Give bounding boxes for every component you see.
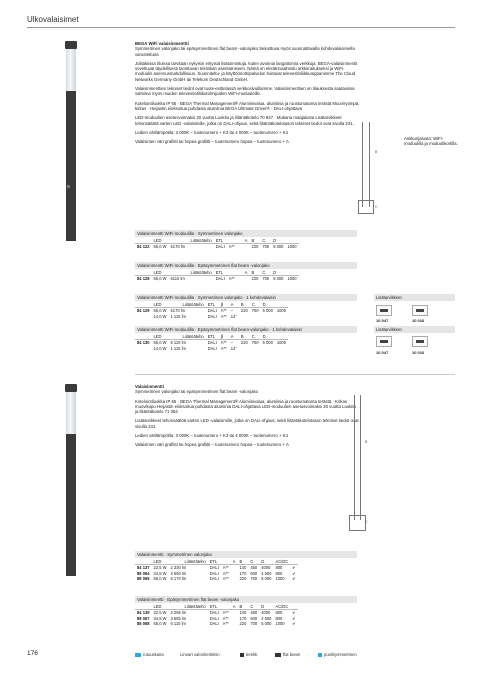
table-4-title: Valaisinmentti WiFi-moduulilla · Epäsymmetrinen flat beam-valonjako · 1 kohdevalaisin: [135, 326, 357, 333]
product-1-para2: Valaisinmenttien tekniset tiedot ovat tuote-esittelassä verkkosivuillamme. Valaisinmenttien on tilauksesta saatavissa valmiina myös muiden televestintiliikutoimijoiden WiFi-moduuleille.: [135, 86, 355, 97]
product-1-para3: Kotelointiluokka IP 65 · BEGA Thermal Management® Alumiinivalua, alumiinia ja ruostumatonta terästä Muoviryömpä, kirkas · Heijastin eloksoitua puhdasta alumiinia BEGA Ultimate Driver® · DALI-ohjattava: [135, 100, 360, 111]
spec-table-1: LED Liitäntäteho ETL A B C D 84 122 55,0 W 6170 lm DALI A** 220 700 5 000 1000: [137, 238, 297, 250]
table-2-title: Valaisinmentti WiFi-moduulilla · Epäsymmetrinen flat beam -valonjako: [135, 262, 357, 269]
accessory-icon: [376, 305, 392, 316]
drawing-caption: Ankkurijalusta: WiFi-moduulilla ja moduulikortilla.: [404, 136, 458, 147]
table-3-title: Valaisinmentti WiFi-moduulilla · Symmetrinen valonjako · 1 kohdevalaisin: [135, 294, 357, 301]
table-row: 88 068 55,0 W 6 110 lm DALI A** 220 700 5 000 1000 ✔: [137, 621, 296, 627]
page-number: 176: [27, 650, 38, 657]
table-row: 88 067 34,8 W 3 565 lm DALI A** 170 600 4 500 800 ✔: [137, 615, 296, 621]
page-title: Ulkovalaisimet: [27, 15, 79, 24]
product-2-para3: Ledien värilämpötila: 3 000K – tuotenumero + K3 tai 4 000K – tuotenumero + K4: [135, 433, 288, 439]
spec-table-5: LED Liitäntäteho ETL A B C D AC/DC 84 137 22,5 W 2 330 lm DALI A** 140 450 4000 800 ✔ 88 064 34,8 W 3 560 lm DALI A** 170 600 4 500 800 ✔ 88 065 55,0 W 6 170 lm DALI A** 220 700 5 000 1000 ✔: [137, 559, 296, 582]
product-1-description: [135, 41, 360, 148]
accessory-number: 10 016: [412, 318, 425, 323]
spec-table-4: LED Liitäntäteho ETL β A B C D 84 130 55,0 W 6 110 lm DALI A** – 220 700 5 000 1000 14,0 W 1 115 lm DALI A** 14°: [137, 334, 286, 351]
footer-legend-4: flat beam: [275, 652, 300, 657]
accessories-label-4: Lisätarvikkeet: [374, 326, 455, 333]
table-row: 14,0 W 1 115 lm DALI A** 14°: [153, 313, 237, 319]
product-2-para2: Lisätarvikkeet tehonsäätöä varten LED -valaisimille, jotka on DALI-ohjaus, sekä liitäntäkotelotason tekniset tiedot ovat sivulla 231.: [135, 418, 359, 429]
table-row: 84 128 55,0 W 6110 lm DALI A** 220 700 5 000 1000: [137, 276, 297, 282]
accessory-icon: [412, 305, 428, 316]
spec-table-6: LED Liitäntäteho ETL A B C D AC/DC 84 139 22,5 W 2 255 lm DALI A** 140 450 4000 800 ✔ 88 067 34,8 W 3 565 lm DALI A** 170 600 4 500 800 ✔ 88 068 55,0 W 6 110 lm DALI A** 220 700 5 000 1000 ✔: [137, 604, 296, 627]
accessory-icon: [412, 336, 428, 347]
footer-legend-5: puolisymmetrinen: [318, 652, 357, 657]
table-5-title: Valaisinmentti · Symmetrinen valonjako: [135, 551, 357, 558]
accessory-number: 10 047: [376, 350, 389, 355]
table-1-title: Valaisinmentti WiFi-moduulilla · Symmetrinen valonjako: [135, 230, 357, 237]
table-row: 88 065 55,0 W 6 170 lm DALI A** 220 700 5 000 1000 ✔: [137, 576, 296, 582]
header-divider: [27, 27, 455, 28]
product-2-intro: Symmetrinen valonjako tai epäsymmetrinen flat beam -valonjako: [135, 389, 258, 395]
product-1-para6: Valaisimen väri grafiitti tai hopea grafiitti – tuotenumero hopea – tuotenumero + A: [135, 139, 289, 145]
table-row: 84 122 55,0 W 6170 lm DALI A** 220 700 5 000 1000: [137, 244, 297, 250]
legend-swatch-icon: [240, 653, 244, 657]
product-1-para4: LED-moduulien asetusvoimaksi 20 vuotta Luokitu ja liitäntäkotelo 70 847 · Mukana maajalusta Lisätarvikkeet tehonsäätöä varten LED -valaisimille, jotka on DALI-ohjaus, sekä liitäntäkotelotason tekniset tiedot ovat sivulla 231.: [135, 115, 354, 126]
accessories-label-3: Lisätarvikkeet: [374, 294, 455, 301]
section-divider: [135, 374, 455, 375]
table-row: 14,0 W 1 115 lm DALI A** 14°: [153, 345, 237, 351]
product-1-para1: Joiltakiissa tiloissa tarvitaan nykyisin erityisiä lisätoimintoja, kuten avoimia langattomia verkkoja. BEGA-valaisinmentit soveltuvat täydellisesti tarvittavan tekniikan asentamiseen. Nämä on ekstärinvalmistu arkkirraitukseksi ja WiFi-moduulin asennusmahdollisuus. Suunniteltu- ja käyttöönottopalvelun hoitavat televestinliikkumppanimme The Cloud Networks Germany GmbH tai Telekom Deutschland GmbH.: [135, 60, 358, 82]
table-row: 84 129 55,0 W 6170 lm DALI A** – 220 700 5 000 1000: [137, 308, 286, 314]
product-1-heading: BEGA WiFi valaisinmenttti: [135, 41, 189, 46]
product-2-para4: Valaisimen väri grafiitti tai hopea grafiitti – tuotenumero hopea – tuotenumero + A: [135, 442, 289, 448]
product-1-intro: Symmetrinen valonjako tai epäsymmetrinen flat beam -valonjako Sekoittuva myös suunnattavalla kohdevalaisimella varustettuna: [135, 46, 355, 57]
table-row: 84 139 22,5 W 2 255 lm DALI A** 140 450 4000 800 ✔: [137, 610, 296, 616]
legend-swatch-icon: [318, 653, 322, 657]
table-row: 88 064 34,8 W 3 560 lm DALI A** 170 600 4 500 800 ✔: [137, 570, 296, 576]
legend-swatch-icon: [275, 653, 281, 657]
accessory-number: 10 047: [376, 318, 389, 323]
table-row: 84 137 22,5 W 2 330 lm DALI A** 140 450 4000 800 ✔: [137, 565, 296, 571]
spec-table-2: LED Liitäntäteho ETL A B C D 84 128 55,0 W 6110 lm DALI A** 220 700 5 000 1000: [137, 270, 297, 282]
legend-swatch-icon: [135, 653, 141, 657]
footer-legend-3: terekk: [240, 652, 257, 657]
footer-legend-1: rutuuskaira: [135, 652, 164, 657]
table-6-title: Valaisinmentti · Epäsymmetrinen flat beam -valonjako: [135, 596, 357, 603]
accessory-icon: [376, 336, 392, 347]
accessory-number: 10 016: [412, 350, 425, 355]
spec-table-3: LED Liitäntäteho ETL β A B C D 84 129 55,0 W 6170 lm DALI A** – 220 700 5 000 1000 14,0 W 1 115 lm DALI A** 14°: [137, 302, 286, 319]
table-row: 84 130 55,0 W 6 110 lm DALI A** – 220 700 5 000 1000: [137, 340, 286, 346]
footer-legend-2: Lineart valonheittimin: [180, 652, 220, 657]
product-2-para1: Kotelointiluokka IP 65 · BEGA Thermal Management® Alumiinivalua, alumiinia ja ruostumatonta terästä · Kirkas muovikupu Heijastin eloksoitua puhdasta alumiinia DALI-ohjattava LED-moduulien asetusvoimaksi 20 vuotta Luokitu ja liitäntäkotelo 71 084: [135, 398, 356, 415]
product-2-heading: Valaisinmentti: [135, 384, 164, 389]
product-2-description: [135, 384, 360, 452]
product-1-para5: Ledien värilämpötila: 3 000K – tuotenumero + K3 tai 4 000K – tuotenumero + K4: [135, 129, 288, 135]
